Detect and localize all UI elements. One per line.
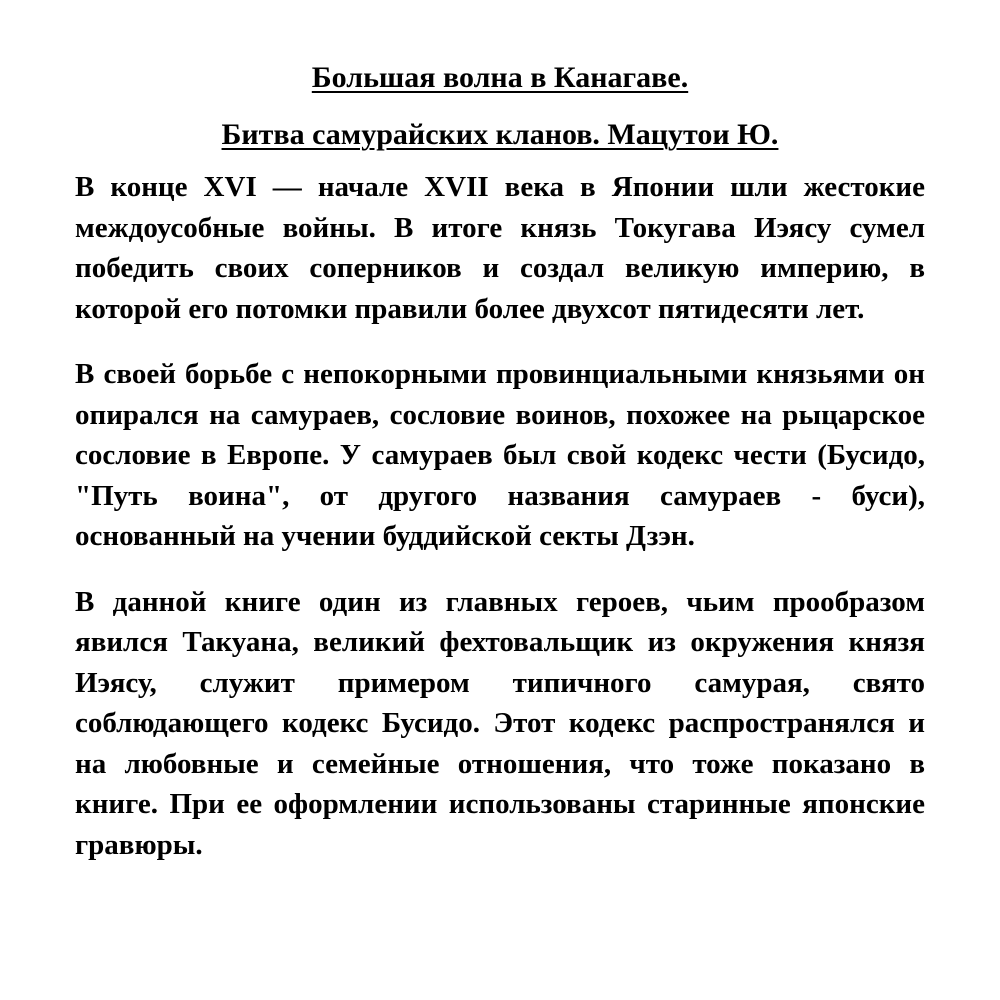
document-subtitle: Битва самурайских кланов. Мацутои Ю. [221,118,779,151]
paragraph-2: В своей борьбе с непокорными провинциальными князьями он опирался на самураев, сословие воинов, похожее на рыцарское сословие в Европе. У самураев был свой кодекс чести (Бусидо, "Путь воина", от другого названия самураев - буси), основанный на учении буддийской секты Дзэн. [75,358,925,552]
paragraph-3: В данной книге один из главных героев, чьим прообразом явился Такуана, великий фехтовальщик из окружения князя Иэясу, служит примером типичного самурая, свято соблюдающего кодекс Бусидо. Этот кодекс распространялся и на любовные и семейные отношения, что тоже показано в книге. При ее оформлении использованы старинные японские гравюры. [75,585,925,861]
paragraph-1: В конце XVI — начале XVII века в Японии шли жестокие междоусобные войны. В итоге князь Токугава Иэясу сумел победить своих соперников и создал великую империю, в которой его потомки правили более двухсот пятидесяти лет. [75,171,925,325]
document-title: Большая волна в Канагаве. [311,61,689,94]
document-page [75,58,925,890]
